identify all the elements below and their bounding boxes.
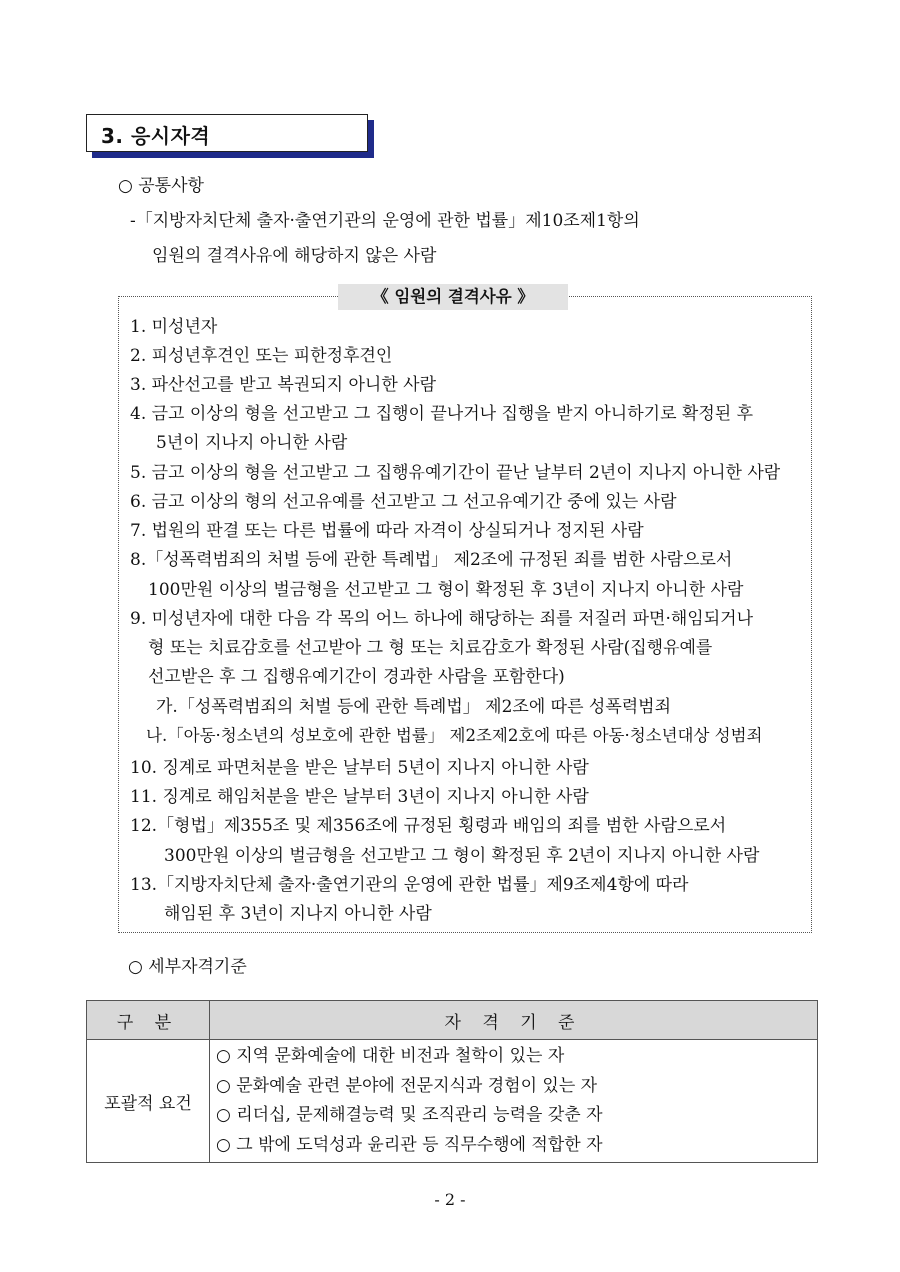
- dq-item-continuation: 300만원 이상의 벌금형을 선고받고 그 형이 확정된 후 2년이 지나지 아니한 사람: [164, 846, 760, 866]
- criteria-item: ○ 리더십, 문제해결능력 및 조직관리 능력을 갖춘 자: [216, 1105, 603, 1125]
- disqualification-title: 《 임원의 결격사유 》: [338, 284, 568, 310]
- common-line-2: 임원의 결격사유에 해당하지 않은 사람: [152, 246, 437, 266]
- dq-item: 4. 금고 이상의 형을 선고받고 그 집행이 끝나거나 집행을 받지 아니하기로 확정된 후: [130, 404, 753, 424]
- dq-item: 2. 피성년후견인 또는 피한정후견인: [130, 346, 393, 366]
- dq-item: 9. 미성년자에 대한 다음 각 목의 어느 하나에 해당하는 죄를 저질러 파면·해임되거나: [130, 609, 753, 629]
- detail-heading: ○ 세부자격기준: [128, 957, 247, 977]
- dq-item: 10. 징계로 파면처분을 받은 날부터 5년이 지나지 아니한 사람: [130, 758, 589, 778]
- column-header: 구 분: [87, 1001, 210, 1040]
- dq-item-continuation: 해임된 후 3년이 지나지 아니한 사람: [164, 904, 432, 924]
- table-header-row: [87, 1001, 818, 1040]
- section-heading: [86, 114, 368, 152]
- criteria-cell: [210, 1040, 818, 1163]
- table-row: [87, 1040, 818, 1163]
- dq-subitem: 가.「성폭력범죄의 처벌 등에 관한 특례법」 제2조에 따른 성폭력범죄: [156, 697, 672, 717]
- dq-item: 1. 미성년자: [130, 317, 218, 337]
- common-line-1: -「지방자치단체 출자·출연기관의 운영에 관한 법률」제10조제1항의: [130, 211, 640, 231]
- dq-item: 8.「성폭력범죄의 처벌 등에 관한 특례법」 제2조에 규정된 죄를 범한 사람으로서: [130, 550, 733, 570]
- dq-item: 6. 금고 이상의 형의 선고유예를 선고받고 그 선고유예기간 중에 있는 사람: [130, 492, 677, 512]
- dq-item-continuation: 형 또는 치료감호를 선고받아 그 형 또는 치료감호가 확정된 사람(집행유예를: [148, 638, 713, 658]
- dq-item: 3. 파산선고를 받고 복권되지 아니한 사람: [130, 375, 436, 395]
- section-title: 3. 응시자격: [101, 124, 211, 148]
- common-heading: ○ 공통사항: [118, 176, 204, 196]
- dq-item-continuation: 5년이 지나지 아니한 사람: [156, 433, 348, 453]
- page-number: - 2 -: [434, 1190, 466, 1209]
- category-cell: 포괄적 요건: [87, 1040, 210, 1163]
- dq-item-continuation: 선고받은 후 그 집행유예기간이 경과한 사람을 포함한다): [148, 667, 565, 687]
- dq-item: 12.「형법」제355조 및 제356조에 규정된 횡령과 배임의 죄를 범한 사람으로서: [130, 816, 727, 836]
- dq-item: 11. 징계로 해임처분을 받은 날부터 3년이 지나지 아니한 사람: [130, 787, 589, 807]
- dq-subitem: 나.「아동·청소년의 성보호에 관한 법률」 제2조제2호에 따른 아동·청소년대상 성범죄: [146, 726, 763, 745]
- dq-item: 13.「지방자치단체 출자·출연기관의 운영에 관한 법률」제9조제4항에 따라: [130, 875, 689, 895]
- dq-item: 7. 법원의 판결 또는 다른 법률에 따라 자격이 상실되거나 정지된 사람: [130, 521, 644, 541]
- criteria-item: ○ 지역 문화예술에 대한 비전과 철학이 있는 자: [216, 1046, 565, 1066]
- dq-item-continuation: 100만원 이상의 벌금형을 선고받고 그 형이 확정된 후 3년이 지나지 아니한 사람: [148, 580, 744, 600]
- criteria-table: [86, 1000, 818, 1163]
- criteria-item: ○ 문화예술 관련 분야에 전문지식과 경험이 있는 자: [216, 1075, 598, 1096]
- column-header: 자 격 기 준: [210, 1001, 818, 1040]
- dq-item: 5. 금고 이상의 형을 선고받고 그 집행유예기간이 끝난 날부터 2년이 지나지 아니한 사람: [130, 463, 781, 483]
- criteria-item: ○ 그 밖에 도덕성과 윤리관 등 직무수행에 적합한 자: [216, 1134, 603, 1155]
